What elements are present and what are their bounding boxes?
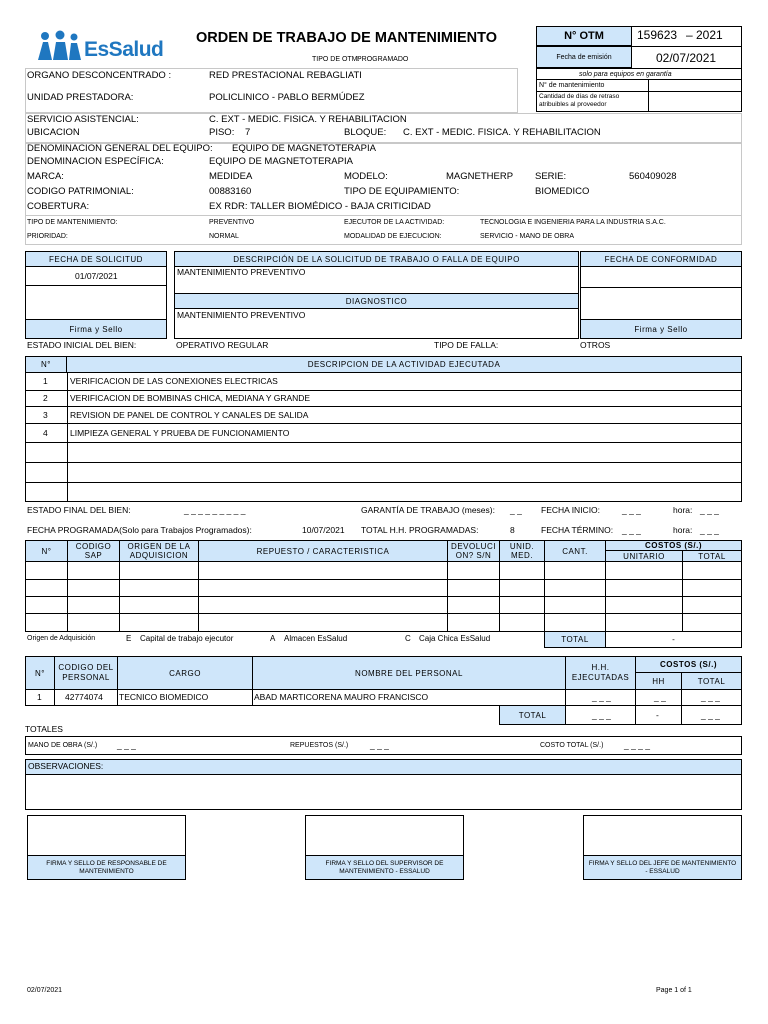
per-codigo-header: CODIGO DEL PERSONAL [54, 656, 118, 690]
ubicacion-label: UBICACION [27, 127, 80, 138]
actividades-n-header: N° [25, 356, 67, 373]
rep-costos-header: COSTOS (S/.) [605, 540, 742, 551]
actividad-desc: LIMPIEZA GENERAL Y PRUEBA DE FUNCIONAMIENTO [70, 428, 290, 438]
actividad-n: 3 [43, 410, 48, 420]
mano-obra-value: _ _ _ [117, 740, 136, 750]
per-row-n: 1 [37, 692, 42, 702]
per-row-hh: _ _ _ [592, 692, 611, 702]
actividad-n: 2 [43, 393, 48, 403]
serie-label: SERIE: [535, 171, 567, 182]
tipo-mant-label: TIPO DE MANTENIMIENTO: [27, 219, 118, 226]
total-hh-label: TOTAL H.H. PROGRAMADAS: [361, 525, 479, 535]
estado-inicial-value: OPERATIVO REGULAR [176, 340, 269, 350]
origen-e-text: Capital de trabajo ejecutor [140, 634, 234, 643]
mantenimiento-label: N° de mantenimiento [539, 82, 605, 89]
rep-unid-header: UNID. MED. [499, 540, 545, 562]
costo-total-value: _ _ _ _ [624, 740, 650, 750]
actividad-desc: VERIFICACION DE LAS CONEXIONES ELECTRICAS [70, 376, 278, 386]
repuestos-total-label: REPUESTOS (S/.) [290, 742, 349, 749]
observaciones-label: OBSERVACIONES: [28, 761, 104, 771]
den-general-label: DENOMINACION GENERAL DEL EQUIPO: [27, 143, 213, 154]
fecha-solicitud-header: FECHA DE SOLICITUD [25, 251, 167, 267]
fecha-emision-label: Fecha de emisión [536, 46, 632, 68]
servicio-value: C. EXT - MEDIC. FISICA. Y REHABILITACION [209, 114, 407, 125]
otm-label: N° OTM [536, 26, 632, 46]
organo-label: ORGANO DESCONCENTRADO : [27, 70, 172, 81]
footer-page: Page 1 of 1 [656, 987, 692, 994]
actividad-desc: REVISION DE PANEL DE CONTROL Y CANALES DE SALIDA [70, 410, 309, 420]
page-title: ORDEN DE TRABAJO DE MANTENIMIENTO [196, 30, 498, 46]
unidad-label: UNIDAD PRESTADORA: [27, 92, 134, 103]
estado-inicial-label: ESTADO INICIAL DEL BIEN: [27, 340, 137, 350]
codigo-patrimonial-label: CODIGO PATRIMONIAL: [27, 186, 134, 197]
tipo-equipamiento-label: TIPO DE EQUIPAMIENTO: [344, 186, 460, 197]
per-hh-header: H.H. EJECUTADAS [565, 656, 636, 690]
garantia-note: solo para equipos en garantía [579, 71, 672, 78]
essalud-logo [36, 30, 171, 64]
rep-n-header: N° [25, 540, 68, 562]
costo-total-label: COSTO TOTAL (S/.) [540, 742, 604, 749]
per-nombre-header: NOMBRE DEL PERSONAL [252, 656, 566, 690]
per-row-nombre: ABAD MARTICORENA MAURO FRANCISCO [254, 692, 429, 702]
per-row-codigo: 42774074 [65, 692, 103, 702]
per-hh2-header: HH [635, 672, 682, 690]
piso-value: 7 [245, 127, 251, 138]
den-especifica-label: DENOMINACION ESPECÍFICA: [27, 156, 164, 167]
actividades-desc-header: DESCRIPCION DE LA ACTIVIDAD EJECUTADA [66, 356, 742, 373]
repuestos-total-value: _ _ _ [370, 740, 389, 750]
modelo-label: MODELO: [344, 171, 388, 182]
origen-a-code: A [270, 634, 276, 643]
footer-date: 02/07/2021 [27, 987, 63, 994]
garantia-label: GARANTÍA DE TRABAJO (meses): [361, 505, 495, 515]
per-cargo-header: CARGO [117, 656, 253, 690]
per-total-hh: _ _ _ [592, 710, 611, 720]
estado-final-value: _ _ _ _ _ _ _ _ _ [184, 505, 246, 515]
fecha-programada-label: FECHA PROGRAMADA(Solo para Trabajos Programados): [27, 525, 252, 535]
origen-e-code: E [126, 634, 132, 643]
origen-c-code: C [405, 634, 411, 643]
piso-label: PISO: [209, 127, 235, 138]
descripcion-header: DESCRIPCIÓN DE LA SOLICITUD DE TRABAJO O FALLA DE EQUIPO [174, 251, 579, 267]
rep-repuesto-header: REPUESTO / CARACTERISTICA [198, 540, 448, 562]
unidad-value: POLICLINICO - PABLO BERMÚDEZ [209, 92, 365, 103]
per-total-header: TOTAL [681, 672, 742, 690]
fecha-inicio-label: FECHA INICIO: [541, 505, 601, 515]
hora-termino-value: _ _ _ [700, 525, 719, 535]
hora-termino-label: hora: [673, 525, 693, 535]
origen-label: Origen de Adquisición [27, 635, 96, 642]
actividad-n: 4 [43, 428, 48, 438]
codigo-patrimonial-value: 00883160 [209, 186, 252, 197]
organo-value: RED PRESTACIONAL REBAGLIATI [209, 70, 362, 81]
fecha-termino-value: _ _ _ [622, 525, 641, 535]
bloque-value: C. EXT - MEDIC. FISICA. Y REHABILITACION [403, 127, 601, 138]
rep-total-value: - [605, 631, 742, 648]
fecha-solicitud-value: 01/07/2021 [75, 271, 118, 281]
ejecutor-value: TECNOLOGIA E INGENIERIA PARA LA INDUSTRIA S.A.C. [480, 219, 666, 226]
den-especifica-value: EQUIPO DE MAGNETOTERAPIA [209, 156, 353, 167]
hora-inicio-value: _ _ _ [700, 505, 719, 515]
fecha-inicio-value: _ _ _ [622, 505, 641, 515]
per-costos-header: COSTOS (S/.) [635, 656, 742, 673]
tipo-mant-value: PREVENTIVO [209, 219, 255, 226]
origen-c-text: Caja Chica EsSalud [419, 634, 491, 643]
serie-value: 560409028 [629, 171, 677, 182]
firma-jefe-label: FIRMA Y SELLO DEL JEFE DE MANTENIMIENTO - ESSALUD [583, 855, 742, 880]
rep-unitario-header: UNITARIO [605, 550, 683, 562]
otm-year: – 2021 [686, 28, 723, 42]
cobertura-label: COBERTURA: [27, 201, 90, 212]
firma-responsable-label: FIRMA Y SELLO DE RESPONSABLE DE MANTENIMIENTO [27, 855, 186, 880]
fecha-emision-value: 02/07/2021 [656, 51, 717, 65]
cobertura-value: EX RDR: TALLER BIOMÉDICO - BAJA CRITICIDAD [209, 201, 431, 212]
per-row-costo-hh: _ _ [654, 692, 666, 702]
garantia-value: _ _ [510, 505, 522, 515]
tipo-otm-value: PROGRAMADO [357, 56, 409, 63]
rep-cant-header: CANT. [544, 540, 606, 562]
modelo-value: MAGNETHERP [446, 171, 514, 182]
per-total-label: TOTAL [499, 705, 566, 725]
prioridad-value: NORMAL [209, 233, 239, 240]
actividad-desc: VERIFICACION DE BOMBINAS CHICA, MEDIANA Y GRANDE [70, 393, 311, 403]
estado-final-label: ESTADO FINAL DEL BIEN: [27, 505, 131, 515]
fecha-termino-label: FECHA TÉRMINO: [541, 525, 614, 535]
tipo-otm-label: TIPO DE OTM: [312, 56, 360, 63]
fecha-programada-value: 10/07/2021 [302, 525, 345, 535]
firma-supervisor-label: FIRMA Y SELLO DEL SUPERVISOR DE MANTENIMIENTO - ESSALUD [305, 855, 464, 880]
fecha-conformidad-header: FECHA DE CONFORMIDAD [580, 251, 742, 267]
modalidad-label: MODALIDAD DE EJECUCION: [344, 233, 442, 240]
tipo-falla-value: OTROS [580, 340, 611, 350]
hora-inicio-label: hora: [673, 505, 693, 515]
totales-label: TOTALES [25, 724, 63, 734]
rep-origen-header: ORIGEN DE LA ADQUISICION [119, 540, 199, 562]
ejecutor-label: EJECUTOR DE LA ACTIVIDAD: [344, 219, 445, 226]
prioridad-label: PRIORIDAD: [27, 233, 68, 240]
servicio-label: SERVICIO ASISTENCIAL: [27, 114, 139, 125]
firma-sello-left: Firma y Sello [25, 319, 167, 339]
per-n-header: N° [25, 656, 55, 690]
firma-sello-right: Firma y Sello [580, 319, 742, 339]
marca-label: MARCA: [27, 171, 64, 182]
mano-obra-label: MANO DE OBRA (S/.) [28, 742, 98, 749]
per-row-costo-total: _ _ _ [701, 692, 720, 702]
rep-total-label: TOTAL [544, 631, 606, 648]
origen-a-text: Almacen EsSalud [284, 634, 348, 643]
per-row-cargo: TECNICO BIOMEDICO [119, 692, 209, 702]
actividad-n: 1 [43, 376, 48, 386]
descripcion-value: MANTENIMIENTO PREVENTIVO [177, 267, 306, 277]
observaciones-header [25, 759, 742, 775]
retraso-label: Cantidad de días de retraso atribuibles al proveedor [539, 93, 620, 108]
diagnostico-header: DIAGNOSTICO [174, 293, 579, 309]
modalidad-value: SERVICIO - MANO DE OBRA [480, 233, 574, 240]
family-logo-icon [36, 30, 86, 62]
per-total-costo: _ _ _ [701, 710, 720, 720]
den-general-value: EQUIPO DE MAGNETOTERAPIA [232, 143, 376, 154]
tipo-equipamiento-value: BIOMEDICO [535, 186, 590, 197]
rep-devolucion-header: DEVOLUCI ON? S/N [447, 540, 500, 562]
per-total-costo-hh: - [656, 710, 659, 720]
total-hh-value: 8 [510, 525, 515, 535]
diagnostico-value: MANTENIMIENTO PREVENTIVO [177, 310, 306, 320]
marca-value: MEDIDEA [209, 171, 253, 182]
otm-number: 159623 [637, 28, 678, 42]
rep-codigo-header: CODIGO SAP [67, 540, 120, 562]
rep-total-header: TOTAL [682, 550, 742, 562]
bloque-label: BLOQUE: [344, 127, 387, 138]
tipo-falla-label: TIPO DE FALLA: [434, 340, 499, 350]
logo-text: EsSalud [84, 38, 164, 61]
